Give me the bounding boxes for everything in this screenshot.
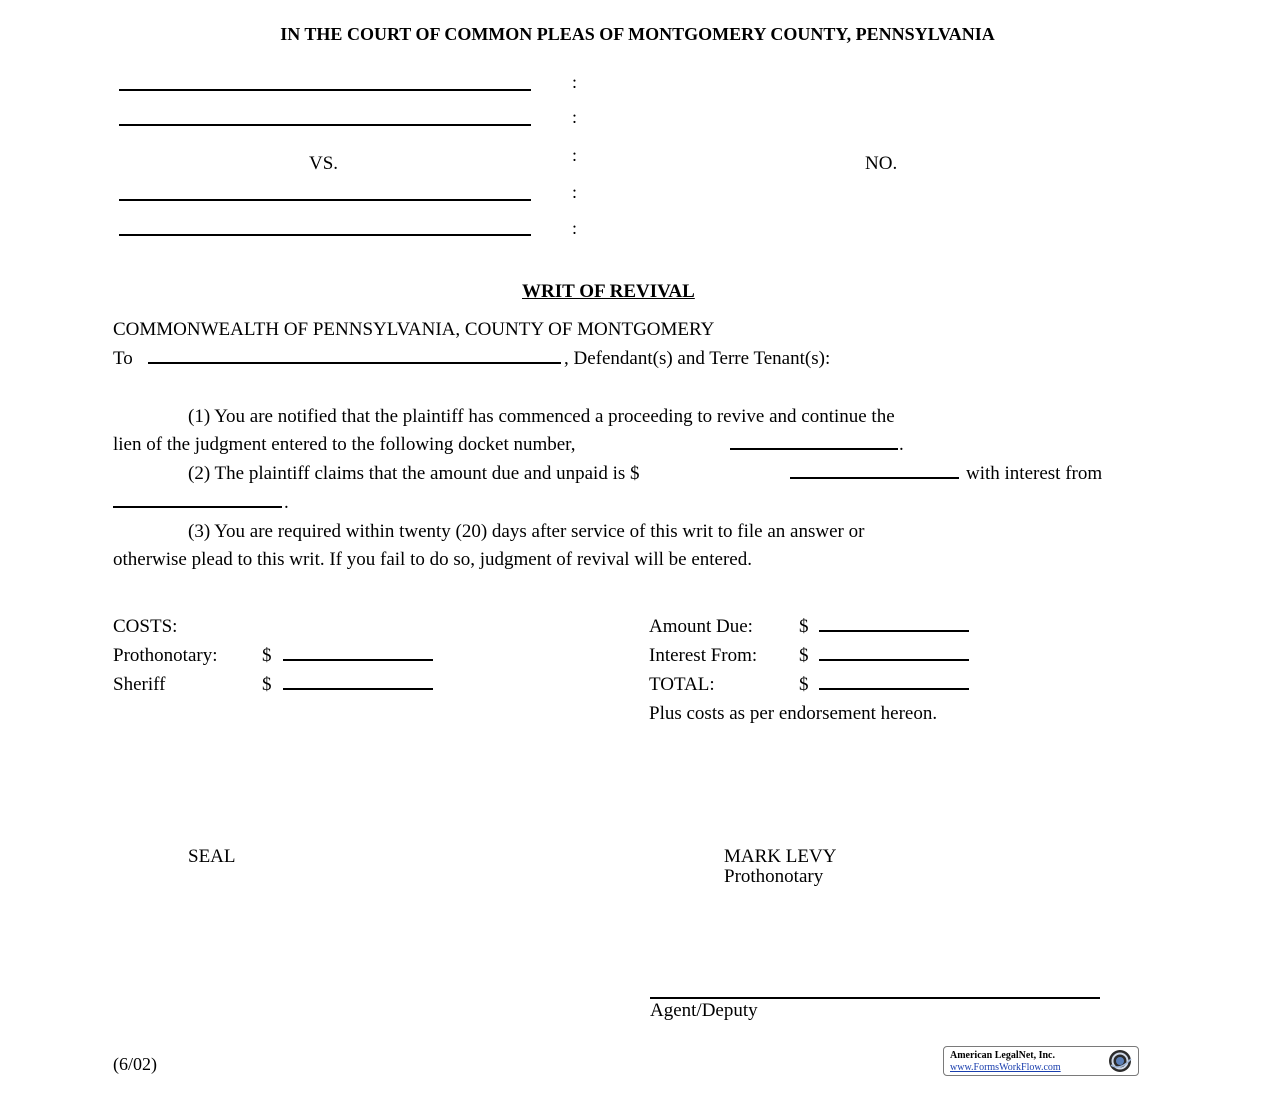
paragraph-2-interest: with interest from xyxy=(966,463,1103,484)
plaintiff-line-1[interactable] xyxy=(119,89,531,91)
caption-colon: : xyxy=(572,145,578,165)
dollar-sign: $ xyxy=(799,674,809,695)
vs-label: VS. xyxy=(309,153,339,174)
costs-heading: COSTS: xyxy=(113,616,178,637)
paragraph-2-line-1: (2) The plaintiff claims that the amount due and unpaid is $ xyxy=(188,463,640,484)
paragraph-3-line-1: (3) You are required within twenty (20) days after service of this writ to file an answer or xyxy=(188,521,865,542)
caption-colon: : xyxy=(572,182,578,202)
docket-number-field[interactable] xyxy=(730,448,898,450)
dollar-sign: $ xyxy=(262,645,272,666)
publisher-logo[interactable] xyxy=(943,1046,1139,1076)
amount-due-field[interactable] xyxy=(790,477,959,479)
to-label: To xyxy=(113,348,133,369)
period: . xyxy=(284,492,289,513)
prothonotary-name: MARK LEVY xyxy=(724,846,837,867)
caption-colon: : xyxy=(572,72,578,92)
logo-url-link[interactable]: www.FormsWorkFlow.com xyxy=(950,1062,1061,1073)
plus-costs-note: Plus costs as per endorsement hereon. xyxy=(649,703,938,724)
docket-no-label: NO. xyxy=(865,153,898,174)
prothonotary-cost-label: Prothonotary: xyxy=(113,645,218,666)
total-label: TOTAL: xyxy=(649,674,715,695)
form-revision-date: (6/02) xyxy=(113,1054,157,1074)
prothonotary-title: Prothonotary xyxy=(724,866,824,887)
dollar-sign: $ xyxy=(799,645,809,666)
paragraph-3-line-2: otherwise plead to this writ. If you fail to do so, judgment of revival will be entered. xyxy=(113,549,752,570)
dollar-sign: $ xyxy=(799,616,809,637)
plaintiff-line-2[interactable] xyxy=(119,124,531,126)
document-title: WRIT OF REVIVAL xyxy=(522,281,695,302)
sheriff-cost-label: Sheriff xyxy=(113,674,166,695)
interest-from-date-field[interactable] xyxy=(113,506,282,508)
defendant-line-1[interactable] xyxy=(119,199,531,201)
prothonotary-cost-field[interactable] xyxy=(283,659,433,661)
amount-due-total-field[interactable] xyxy=(819,630,969,632)
defendant-name-field[interactable] xyxy=(148,362,561,364)
interest-from-label: Interest From: xyxy=(649,645,758,666)
defendant-suffix: , Defendant(s) and Terre Tenant(s): xyxy=(564,348,831,369)
dollar-sign: $ xyxy=(262,674,272,695)
globe-icon xyxy=(1105,1049,1135,1073)
agent-deputy-label: Agent/Deputy xyxy=(650,1000,758,1021)
period: . xyxy=(899,434,904,455)
logo-company: American LegalNet, Inc. xyxy=(950,1050,1055,1061)
agent-signature-line[interactable] xyxy=(650,997,1100,999)
commonwealth-line: COMMONWEALTH OF PENNSYLVANIA, COUNTY OF MONTGOMERY xyxy=(113,319,715,340)
sheriff-cost-field[interactable] xyxy=(283,688,433,690)
caption-colon: : xyxy=(572,218,578,238)
amount-due-label: Amount Due: xyxy=(649,616,753,637)
paragraph-1-line-2: lien of the judgment entered to the following docket number, xyxy=(113,434,576,455)
seal-label: SEAL xyxy=(188,846,236,867)
paragraph-1-line-1: (1) You are notified that the plaintiff has commenced a proceeding to revive and continue the xyxy=(188,406,895,427)
caption-colon: : xyxy=(572,107,578,127)
court-title: IN THE COURT OF COMMON PLEAS OF MONTGOMERY COUNTY, PENNSYLVANIA xyxy=(280,24,995,44)
defendant-line-2[interactable] xyxy=(119,234,531,236)
total-field[interactable] xyxy=(819,688,969,690)
interest-amount-field[interactable] xyxy=(819,659,969,661)
